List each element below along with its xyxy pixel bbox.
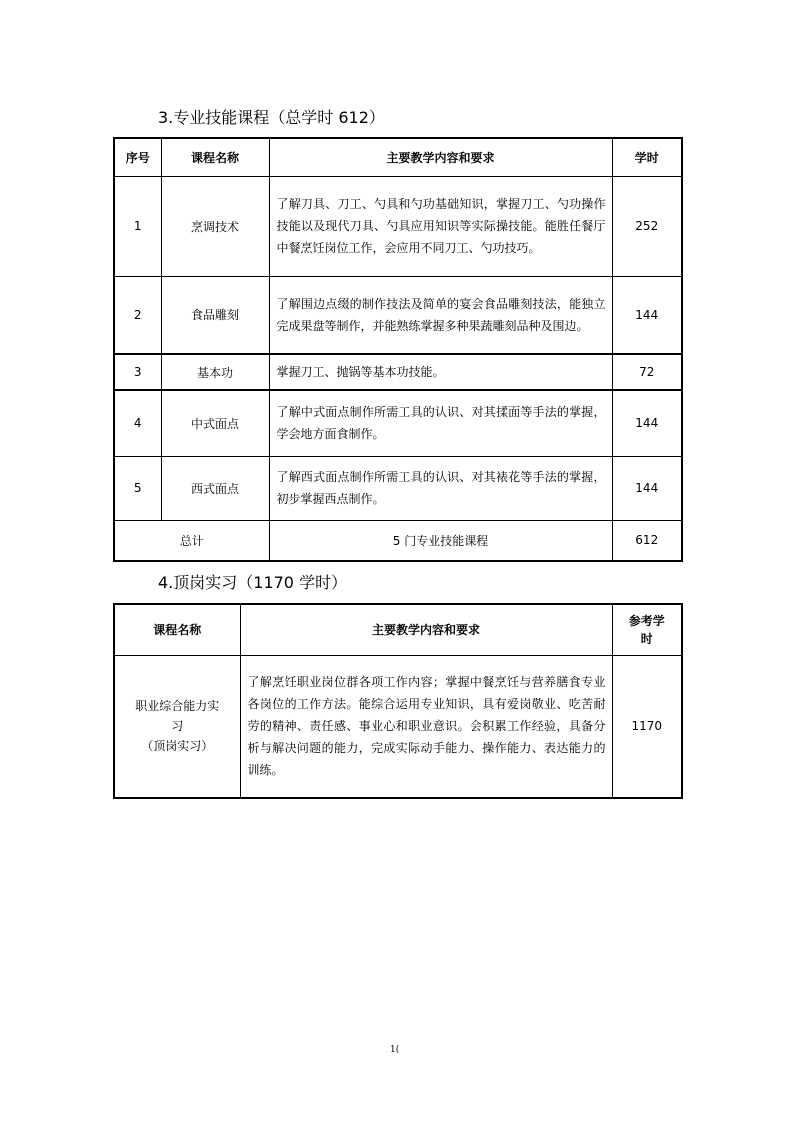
total-label: 总计 <box>114 520 269 561</box>
row-course-name: 西式面点 <box>161 456 269 520</box>
row-hours: 144 <box>612 390 682 456</box>
row-content: 了解围边点缀的制作技法及简单的宴会食品雕刻技法，能独立完成果盘等制作，并能熟练掌握多种果蔬雕刻品种及围边。 <box>269 276 612 354</box>
table-row <box>114 655 682 798</box>
professional-skills-table <box>113 137 683 562</box>
internship-table <box>113 603 683 799</box>
table-row <box>114 276 682 354</box>
total-content: 5 门专业技能课程 <box>269 520 612 561</box>
row-course-name: 食品雕刻 <box>161 276 269 354</box>
row-content: 了解烹饪职业岗位群各项工作内容；掌握中餐烹饪与营养膳食专业各岗位的工作方法。能综合运用专业知识，具有爱岗敬业、吃苦耐劳的精神、责任感、事业心和职业意识。会积累工作经验，具备分析与解决问题的能力，完成实际动手能力、操作能力、表达能力的训练。 <box>240 655 612 798</box>
course-name-line3: （顶岗实习） <box>141 739 214 754</box>
header-hours-line2: 时 <box>640 631 653 646</box>
row-hours: 72 <box>612 354 682 390</box>
course-name-line1: 职业综合能力实 <box>135 699 220 714</box>
header-course-name: 课程名称 <box>161 138 269 176</box>
table-header-row <box>114 604 682 655</box>
table-row <box>114 390 682 456</box>
table-header-row <box>114 138 682 176</box>
course-name-line2: 习 <box>171 719 184 734</box>
header-content: 主要教学内容和要求 <box>269 138 612 176</box>
header-content: 主要教学内容和要求 <box>240 604 612 655</box>
section-4-heading: 4.顶岗实习（1170 学时） <box>158 573 348 592</box>
header-hours-line1: 参考学 <box>628 613 665 628</box>
row-content: 了解西式面点制作所需工具的认识、对其裱花等手法的掌握，初步掌握西点制作。 <box>269 456 612 520</box>
row-content: 了解中式面点制作所需工具的认识、对其揉面等手法的掌握，学会地方面食制作。 <box>269 390 612 456</box>
row-no: 5 <box>114 456 161 520</box>
row-content: 了解刀具、刀工、勺具和勺功基础知识，掌握刀工、勺功操作技能以及现代刀具、勺具应用知识等实际操技能。能胜任餐厅中餐烹饪岗位工作，会应用不同刀工、勺功技巧。 <box>269 176 612 276</box>
table-row <box>114 456 682 520</box>
row-hours: 252 <box>612 176 682 276</box>
table-row <box>114 176 682 276</box>
row-course-name <box>114 655 240 798</box>
header-reference-hours <box>612 604 682 655</box>
total-row <box>114 520 682 561</box>
row-course-name: 基本功 <box>161 354 269 390</box>
total-hours: 612 <box>612 520 682 561</box>
row-hours: 1170 <box>612 655 682 798</box>
section-3-heading: 3.专业技能课程（总学时 612） <box>158 108 385 127</box>
row-no: 2 <box>114 276 161 354</box>
header-hours: 学时 <box>612 138 682 176</box>
row-hours: 144 <box>612 456 682 520</box>
row-hours: 144 <box>612 276 682 354</box>
row-course-name: 中式面点 <box>161 390 269 456</box>
row-content: 掌握刀工、抛锅等基本功技能。 <box>269 354 612 390</box>
row-no: 1 <box>114 176 161 276</box>
header-no: 序号 <box>114 138 161 176</box>
row-no: 3 <box>114 354 161 390</box>
page-number: 1( <box>390 1045 400 1055</box>
table-row <box>114 354 682 390</box>
row-course-name: 烹调技术 <box>161 176 269 276</box>
header-course-name: 课程名称 <box>114 604 240 655</box>
row-no: 4 <box>114 390 161 456</box>
